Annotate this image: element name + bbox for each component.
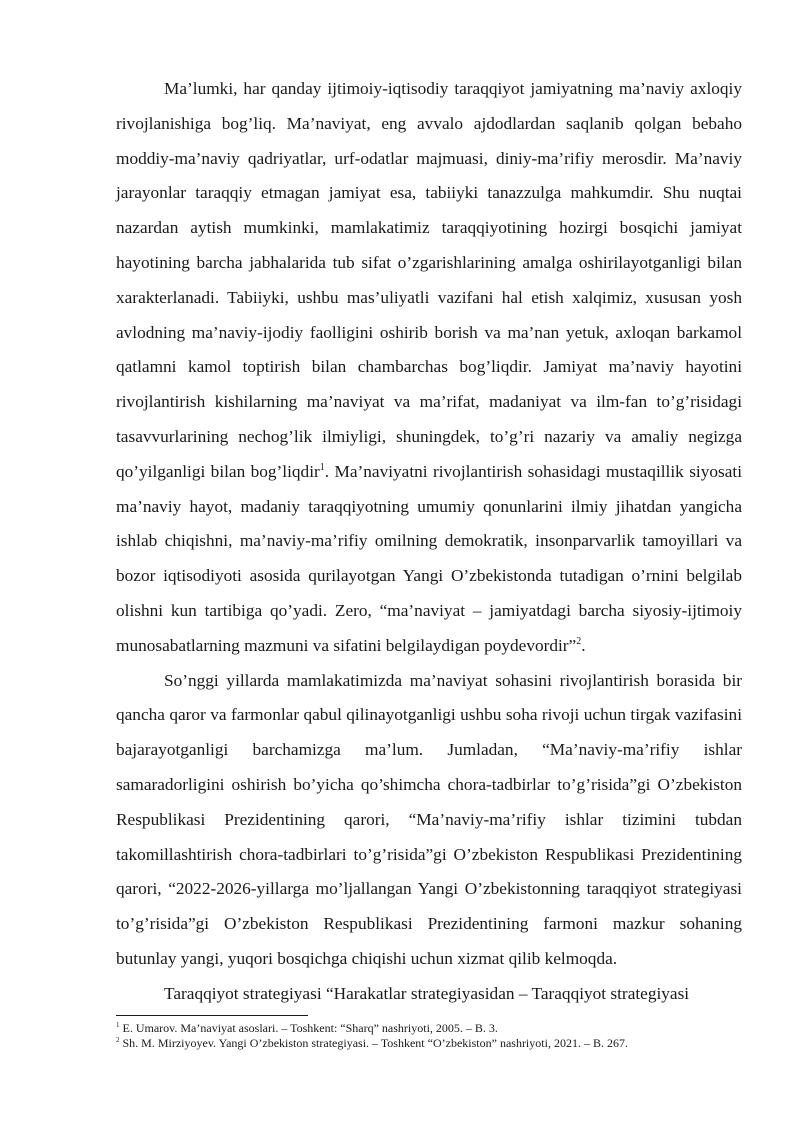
paragraph-3 <box>116 977 742 1012</box>
footnote-ref[interactable]: 1 <box>319 462 325 473</box>
paragraph-text: Taraqqiyot strategiyasi “Harakatlar strategiyasidan – Taraqqiyot strategiyasi <box>164 983 690 1003</box>
footnote-text: E. Umarov. Ma’naviyat asoslari. – Toshkent: “Sharq” nashriyoti, 2005. – B. 3. <box>119 1021 498 1035</box>
footnote-mark: 2 <box>116 1036 120 1044</box>
paragraph-text: So’nggi yillarda mamlakatimizda ma’naviyat sohasini rivojlantirish borasida bir qancha qaror va farmonlar qabul qilinayotganligi ushbu soha rivoji uchun tirgak vazifasini bajarayotganligi barchamizga ma’lum. Jumladan, “Ma’naviy-ma’rifiy ishlar samaradorligini oshirish bo’yicha qo’shimcha chora-tadbirlar to’g’risida”gi O’zbekiston Respublikasi Prezidentining qarori, “Ma’naviy-ma’rifiy ishlar tizimini tubdan takomillashtirish chora-tadbirlari to’g’risida”gi O’zbekiston Respublikasi Prezidentining qarori, “2022-2026-yillarga mo’ljallangan Yangi O’zbekistonning taraqqiyot strategiyasi to’g’risida”gi O’zbekiston Respublikasi Prezidentining farmoni mazkur sohaning butunlay yangi, yuqori bosqichga chiqishi uchun xizmat qilib kelmoqda. <box>116 670 742 968</box>
paragraph-2 <box>116 664 742 977</box>
paragraph-text: . Ma’naviyatni rivojlantirish sohasidagi mustaqillik siyosati ma’naviy hayot, madaniy taraqqiyotning umumiy qonunlarini ilmiy jihatdan yangicha ishlab chiqishni, ma’naviy-ma’rifiy omilning demokratik, insonparvarlik tamoyillari va bozor iqtisodiyoti asosida qurilayotgan Yangi O’zbekistonda tutadigan o’rnini belgilab olishni kun tartibiga qo’yadi. Zero, “ma’naviyat – jamiyatdagi barcha siyosiy-ijtimoiy munosabatlarning mazmuni va sifatini belgilaydigan poydevordir” <box>116 461 743 655</box>
footnote-mark: 1 <box>116 1021 120 1029</box>
footnote-1 <box>116 1021 742 1036</box>
paragraph-1 <box>116 72 742 664</box>
paragraph-text: . <box>581 635 586 655</box>
footnote-2 <box>116 1036 742 1051</box>
footnote-text: Sh. M. Mirziyoyev. Yangi O’zbekiston strategiyasi. – Toshkent “O’zbekiston” nashriyoti, 2021. – B. 267. <box>119 1036 628 1050</box>
body-text <box>116 72 742 1012</box>
footnotes <box>116 1021 742 1051</box>
footnote-ref[interactable]: 2 <box>576 635 582 647</box>
paragraph-text: Ma’lumki, har qanday ijtimoiy-iqtisodiy taraqqiyot jamiyatning ma’naviy axloqiy rivojlanishiga bog’liq. Ma’naviyat, eng avvalo ajdodlardan saqlanib qolgan bebaho moddiy-ma’naviy qadriyatlar, urf-odatlar majmuasi, diniy-ma’rifiy merosdir. Ma’naviy jarayonlar taraqqiy etmagan jamiyat esa, tabiiyki tanazzulga mahkumdir. Shu nuqtai nazardan aytish mumkinki, mamlakatimiz taraqqiyotining hozirgi bosqichi jamiyat hayotining barcha jabhalarida tub sifat o’zgarishlarining amalga oshirilayotganligi bilan xarakterlanadi. Tabiiyki, ushbu mas’uliyatli vazifani hal etish xalqimiz, xususan yosh avlodning ma’naviy-ijodiy faolligini oshirib borish va ma’nan yetuk, axloqan barkamol qatlamni kamol toptirish bilan chambarchas bog’liqdir. Jamiyat ma’naviy hayotini rivojlantirish kishilarning ma’naviyat va ma’rifat, madaniyat va ilm-fan to’g’risidagi tasavvurlarining nechog’lik ilmiyligi, shuningdek, to’g’ri nazariy va amaliy negizga qo’yilganligi bilan bog’liqdir <box>116 79 742 481</box>
footnote-separator <box>116 1015 308 1016</box>
